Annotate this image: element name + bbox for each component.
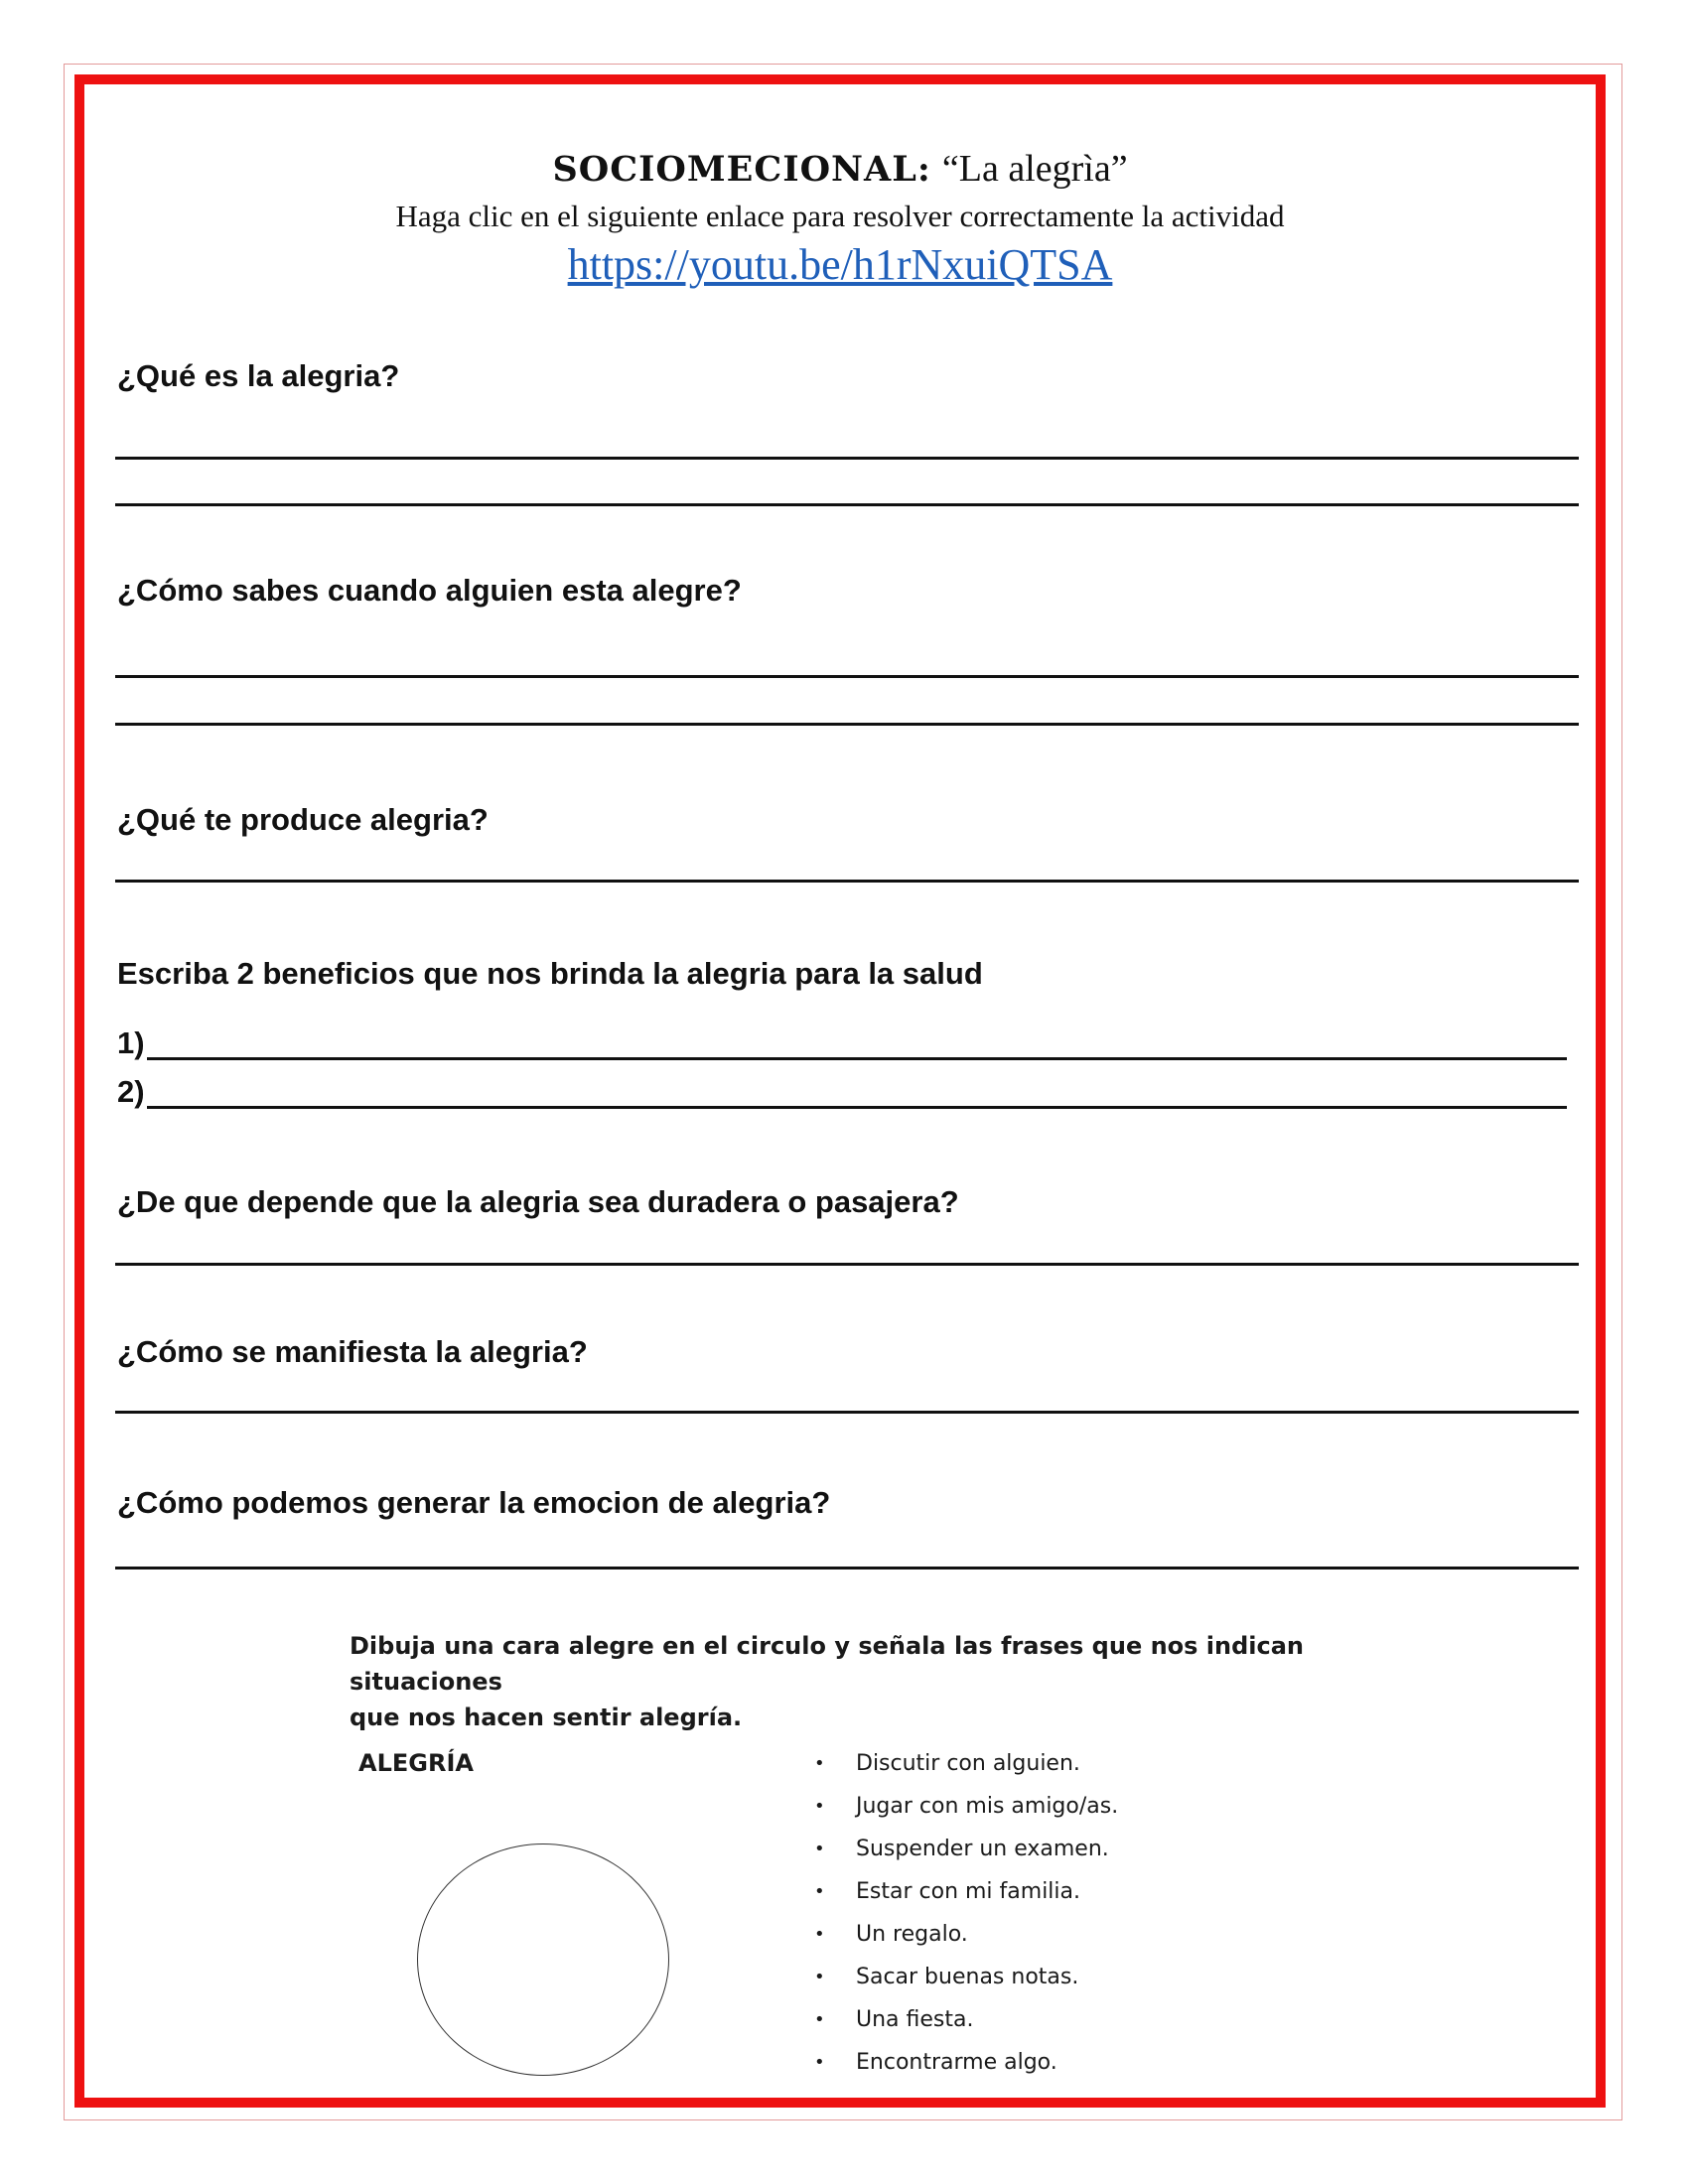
benefit-answer-line-2[interactable] xyxy=(147,1106,1567,1109)
phrase-item[interactable] xyxy=(814,1963,1118,2005)
benefit-number-1: 1) xyxy=(117,1025,145,1060)
answer-line-1a[interactable] xyxy=(115,457,1579,460)
activity-heading-line-1: Dibuja una cara alegre en el circulo y señala las frases que nos indican situaciones xyxy=(350,1632,1305,1696)
instruction-text: Haga clic en el siguiente enlace para resolver correctamente la actividad xyxy=(395,199,1285,233)
answer-line-2b[interactable] xyxy=(115,723,1579,726)
question-2: ¿Cómo sabes cuando alguien esta alegre? xyxy=(117,573,742,608)
phrase-text: Suspender un examen. xyxy=(856,1837,1109,1861)
benefit-number-2: 2) xyxy=(117,1074,145,1109)
phrase-item[interactable] xyxy=(814,1792,1118,1835)
subject-label: SOCIOMECIONAL: xyxy=(552,149,931,190)
bullet-icon: • xyxy=(814,1796,825,1817)
question-1: ¿Qué es la alegria? xyxy=(117,358,400,393)
phrase-item[interactable] xyxy=(814,1749,1118,1792)
phrase-text: Discutir con alguien. xyxy=(856,1751,1080,1776)
question-5: ¿De que depende que la alegria sea duradera o pasajera? xyxy=(117,1184,959,1219)
answer-line-3[interactable] xyxy=(115,880,1579,883)
bullet-icon: • xyxy=(814,1881,825,1902)
bullet-icon: • xyxy=(814,1967,825,1987)
phrase-text: Encontrarme algo. xyxy=(856,2050,1057,2075)
topic-title: “La alegrìa” xyxy=(941,148,1128,190)
answer-line-6[interactable] xyxy=(115,1411,1579,1414)
activity-heading-line-2: que nos hacen sentir alegría. xyxy=(350,1704,743,1731)
question-6: ¿Cómo se manifiesta la alegria? xyxy=(117,1334,588,1369)
alegria-label: ALEGRÍA xyxy=(358,1749,474,1777)
bullet-icon: • xyxy=(814,1839,825,1859)
phrase-list xyxy=(814,1749,1118,2091)
phrase-text: Estar con mi familia. xyxy=(856,1879,1081,1904)
benefit-answer-line-1[interactable] xyxy=(147,1057,1567,1060)
phrase-text: Jugar con mis amigo/as. xyxy=(856,1794,1119,1819)
question-4: Escriba 2 beneficios que nos brinda la alegria para la salud xyxy=(117,956,983,991)
answer-line-2a[interactable] xyxy=(115,675,1579,678)
phrase-item[interactable] xyxy=(814,2048,1118,2091)
face-drawing-circle[interactable] xyxy=(417,1843,669,2076)
bullet-icon: • xyxy=(814,2009,825,2030)
video-link[interactable]: https://youtu.be/h1rNxuiQTSA xyxy=(567,240,1113,289)
answer-line-5[interactable] xyxy=(115,1263,1579,1266)
phrase-text: Sacar buenas notas. xyxy=(856,1965,1079,1989)
bullet-icon: • xyxy=(814,1924,825,1945)
phrase-item[interactable] xyxy=(814,2005,1118,2048)
answer-line-1b[interactable] xyxy=(115,503,1579,506)
bullet-icon: • xyxy=(814,2052,825,2073)
worksheet-title xyxy=(85,147,1595,192)
video-link-line xyxy=(85,238,1595,292)
drawing-activity xyxy=(350,1628,1342,1735)
answer-line-7[interactable] xyxy=(115,1567,1579,1570)
question-3: ¿Qué te produce alegria? xyxy=(117,802,489,837)
phrase-text: Un regalo. xyxy=(856,1922,968,1947)
phrase-item[interactable] xyxy=(814,1920,1118,1963)
phrase-item[interactable] xyxy=(814,1835,1118,1877)
phrase-item[interactable] xyxy=(814,1877,1118,1920)
question-7: ¿Cómo podemos generar la emocion de alegria? xyxy=(117,1485,831,1520)
bullet-icon: • xyxy=(814,1753,825,1774)
phrase-text: Una fiesta. xyxy=(856,2007,974,2032)
